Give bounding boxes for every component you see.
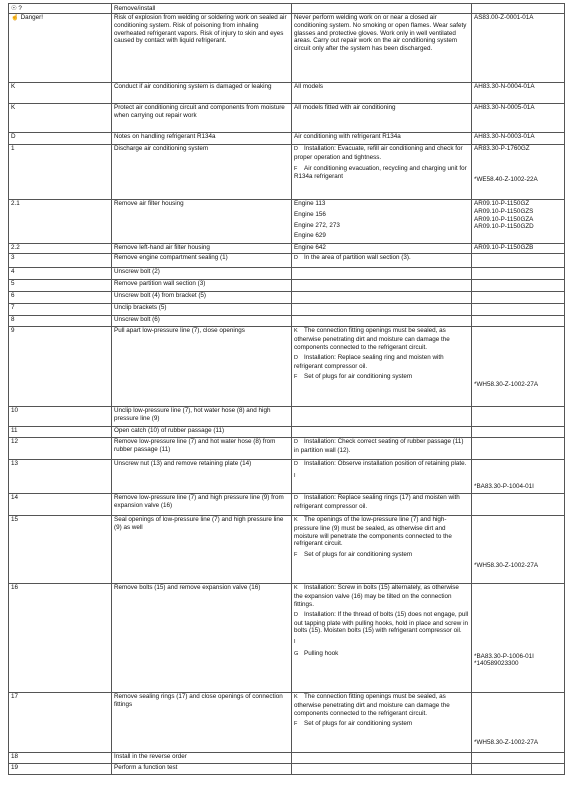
details-cell: [292, 315, 472, 326]
detail-marker-icon: D: [294, 255, 298, 262]
detail-text: Engine 156: [294, 210, 326, 218]
reference-code[interactable]: [474, 701, 562, 709]
details-cell: [292, 515, 472, 583]
detail-line: [294, 211, 469, 219]
detail-line: [294, 472, 469, 481]
detail-marker-icon: G: [294, 650, 299, 657]
reference-cell: [472, 752, 565, 763]
reference-code[interactable]: [474, 592, 562, 600]
action-cell: Remove partition wall section (3): [112, 279, 292, 291]
procedure-table-body: [9, 4, 565, 775]
detail-line: [294, 584, 469, 608]
details-cell: [292, 279, 472, 291]
table-row: [9, 279, 565, 291]
detail-text: The openings of the low-pressure line (7) and high-pressure line (9) must be sealed, as otherwise dirt and moisture will penetrate the components connected to the refrigerant circuit.: [294, 516, 452, 548]
action-cell: Remove left-hand air filter housing: [112, 243, 292, 253]
detail-line: [294, 83, 469, 91]
detail-line: [294, 327, 469, 351]
detail-text: Pulling hook: [304, 649, 339, 657]
reference-code[interactable]: [474, 365, 562, 373]
reference-code[interactable]: AR09.10-P-1150GZD: [474, 223, 534, 231]
detail-text: Set of plugs for air conditioning system: [304, 373, 413, 381]
table-row: [9, 583, 565, 692]
reference-cell: [472, 437, 565, 459]
detail-line: [294, 551, 469, 560]
step-cell: 3: [9, 253, 112, 267]
detail-line: [294, 14, 469, 52]
reference-cell: [472, 267, 565, 279]
detail-marker-icon: F: [294, 551, 298, 558]
details-cell: [292, 253, 472, 267]
details-cell: [292, 4, 472, 14]
detail-text: Engine 113: [294, 200, 326, 208]
details-cell: [292, 132, 472, 144]
detail-text: Air conditioning evacuation, recycling and charging unit for R134a refrigerant: [294, 164, 467, 181]
detail-text: Engine 629: [294, 232, 326, 240]
reference-cell: [472, 583, 565, 692]
details-cell: [292, 82, 472, 103]
action-cell: Unscrew bolt (4) from bracket (5): [112, 291, 292, 303]
table-row: [9, 103, 565, 132]
step-cell: 10: [9, 406, 112, 426]
details-cell: [292, 144, 472, 199]
step-cell: 19: [9, 763, 112, 774]
action-cell: Discharge air conditioning system: [112, 144, 292, 199]
reference-code[interactable]: [474, 168, 562, 176]
details-cell: [292, 326, 472, 406]
action-cell: Unscrew bolt (2): [112, 267, 292, 279]
details-cell: [292, 243, 472, 253]
action-cell: Protect air conditioning circuit and components from moisture when carrying out repair work: [112, 103, 292, 132]
procedure-table: [8, 3, 565, 775]
detail-marker-icon: K: [294, 694, 298, 701]
detail-marker-icon: K: [294, 585, 298, 592]
detail-marker-icon: F: [294, 721, 298, 728]
table-row: [9, 493, 565, 515]
step-cell: 17: [9, 692, 112, 752]
step-cell: 14: [9, 493, 112, 515]
detail-text: Engine 272, 273: [294, 221, 340, 229]
table-row: [9, 515, 565, 583]
detail-line: [294, 354, 469, 370]
action-cell: Unscrew nut (13) and remove retaining plate (14): [112, 459, 292, 493]
reference-code[interactable]: *WE58.40-Z-1002-22A: [474, 175, 538, 183]
step-cell: 8: [9, 315, 112, 326]
table-row: [9, 326, 565, 406]
action-cell: Unclip brackets (5): [112, 303, 292, 315]
reference-code[interactable]: AR09.10-P-1150GZ: [474, 200, 530, 208]
detail-marker-icon: D: [294, 461, 298, 468]
reference-code[interactable]: [474, 638, 562, 646]
detail-text: Installation: Observe installation position of retaining plate.: [304, 460, 467, 468]
table-row: [9, 13, 565, 82]
detail-marker-icon: D: [294, 439, 298, 446]
table-row: [9, 132, 565, 144]
reference-code[interactable]: [474, 335, 562, 343]
table-row: [9, 267, 565, 279]
reference-code[interactable]: [474, 554, 562, 562]
action-cell: Conduct if air conditioning system is damaged or leaking: [112, 82, 292, 103]
detail-text: Installation: Replace sealing rings (17) and moisten with refrigerant compressor oil.: [294, 494, 460, 510]
table-row: [9, 253, 565, 267]
detail-text: Never perform welding work on or near a closed air conditioning system. No smoking or open flames. Wear safety glasses and protective gloves. Work only in well ventilated areas. Carry out repair work on the air conditioning system circuit only after the system has been discharged.: [294, 14, 467, 52]
reference-code[interactable]: [474, 358, 562, 366]
detail-text: Installation: Evacuate, refill air conditioning and check for proper operation and tightness.: [294, 145, 463, 161]
table-row: [9, 199, 565, 243]
step-cell: 11: [9, 426, 112, 437]
reference-code[interactable]: [474, 516, 562, 524]
reference-cell: [472, 326, 565, 406]
reference-code[interactable]: [474, 468, 562, 476]
detail-line: [294, 494, 469, 510]
details-cell: [292, 763, 472, 774]
action-cell: Risk of explosion from welding or soldering work on sealed air conditioning system. Risk of poisoning from inhaling overheated refrigerant vapors. Risk of injury to skin and eyes caused by contact with liquid refrigerant.: [112, 13, 292, 82]
action-cell: Seal openings of low-pressure line (7) and high pressure line (9) as well: [112, 515, 292, 583]
reference-code[interactable]: [474, 327, 562, 335]
detail-line: [294, 254, 469, 263]
reference-code[interactable]: AH83.30-N-0005-01A: [474, 104, 535, 112]
details-cell: [292, 199, 472, 243]
step-cell: 1: [9, 144, 112, 199]
details-cell: [292, 493, 472, 515]
details-cell: [292, 103, 472, 132]
details-cell: [292, 437, 472, 459]
table-row: [9, 4, 565, 14]
detail-text: Set of plugs for air conditioning system: [304, 720, 413, 728]
action-cell: Unclip low-pressure line (7), hot water hose (8) and high pressure line (9): [112, 406, 292, 426]
action-cell: Remove engine compartment sealing (1): [112, 253, 292, 267]
reference-code[interactable]: *140589023300: [474, 660, 519, 668]
details-cell: [292, 303, 472, 315]
step-cell: 2.2: [9, 243, 112, 253]
reference-code[interactable]: [474, 350, 562, 358]
step-cell: D: [9, 132, 112, 144]
reference-code[interactable]: [474, 547, 562, 555]
reference-code[interactable]: [474, 539, 562, 547]
reference-code[interactable]: AS83.00-Z-0001-01A: [474, 14, 534, 22]
detail-line: [294, 693, 469, 717]
reference-code[interactable]: *WH58.30-Z-1002-27A: [474, 738, 539, 746]
step-cell: ☝ Danger!: [9, 13, 112, 82]
reference-code[interactable]: [474, 460, 562, 468]
reference-cell: [472, 315, 565, 326]
step-cell: 18: [9, 752, 112, 763]
reference-cell: [472, 132, 565, 144]
detail-line: [294, 222, 469, 230]
action-cell: Perform a function test: [112, 763, 292, 774]
detail-line: [294, 638, 469, 647]
reference-cell: [472, 243, 565, 253]
reference-cell: [472, 493, 565, 515]
reference-code[interactable]: [474, 716, 562, 724]
reference-code[interactable]: [474, 373, 562, 381]
reference-cell: [472, 303, 565, 315]
step-cell: 9: [9, 326, 112, 406]
detail-marker-icon: D: [294, 495, 298, 502]
detail-line: [294, 244, 469, 252]
reference-cell: [472, 692, 565, 752]
detail-line: [294, 133, 469, 141]
detail-marker-icon: D: [294, 612, 298, 619]
detail-text: Air conditioning with refrigerant R134a: [294, 133, 401, 141]
step-cell: 4: [9, 267, 112, 279]
reference-code[interactable]: *WH58.30-Z-1002-27A: [474, 561, 539, 569]
step-cell: 16: [9, 583, 112, 692]
table-row: [9, 459, 565, 493]
reference-code[interactable]: AH83.30-N-0003-01A: [474, 133, 535, 141]
reference-code[interactable]: *BA83.30-P-1004-01I: [474, 483, 534, 491]
details-cell: [292, 459, 472, 493]
details-cell: [292, 583, 472, 692]
reference-cell: [472, 291, 565, 303]
reference-code[interactable]: [474, 724, 562, 732]
step-cell: 13: [9, 459, 112, 493]
reference-code[interactable]: [474, 693, 562, 701]
detail-text: In the area of partition wall section (3).: [304, 254, 411, 262]
reference-cell: [472, 515, 565, 583]
detail-text: Set of plugs for air conditioning system: [304, 550, 413, 558]
action-cell: Remove bolts (15) and remove expansion valve (16): [112, 583, 292, 692]
detail-line: [294, 720, 469, 729]
table-row: [9, 406, 565, 426]
detail-marker-icon: I: [294, 472, 296, 479]
reference-cell: [472, 279, 565, 291]
action-cell: Pull apart low-pressure line (7), close openings: [112, 326, 292, 406]
detail-line: [294, 200, 469, 208]
reference-code[interactable]: [474, 153, 562, 161]
reference-code[interactable]: *BA83.30-P-1006-01I: [474, 652, 534, 660]
detail-marker-icon: K: [294, 328, 298, 335]
detail-marker-icon: D: [294, 355, 298, 362]
detail-text: The connection fitting openings must be sealed, as otherwise penetrating dirt and moisture can damage the components connected to the refrigerant circuit.: [294, 327, 450, 351]
reference-code[interactable]: [474, 645, 562, 653]
step-cell: ☉ ?: [9, 4, 112, 14]
action-cell: Unscrew bolt (6): [112, 315, 292, 326]
reference-cell: [472, 82, 565, 103]
detail-text: The connection fitting openings must be sealed, as otherwise penetrating dirt and moisture can damage the components connected to the refrigerant circuit.: [294, 693, 450, 717]
action-cell: Open catch (10) of rubber passage (11): [112, 426, 292, 437]
step-cell: 5: [9, 279, 112, 291]
reference-code[interactable]: [474, 524, 562, 532]
details-cell: [292, 291, 472, 303]
reference-cell: [472, 4, 565, 14]
reference-cell: [472, 763, 565, 774]
table-row: [9, 692, 565, 752]
detail-line: [294, 611, 469, 635]
reference-cell: [472, 426, 565, 437]
table-row: [9, 243, 565, 253]
detail-text: All models fitted with air conditioning: [294, 104, 396, 112]
reference-code[interactable]: [474, 630, 562, 638]
detail-line: [294, 104, 469, 112]
table-row: [9, 291, 565, 303]
reference-code[interactable]: [474, 343, 562, 351]
procedure-document: [8, 3, 564, 775]
action-cell: Remove sealing rings (17) and close openings of connection fittings: [112, 692, 292, 752]
detail-marker-icon: F: [294, 165, 298, 172]
detail-marker-icon: D: [294, 146, 298, 153]
reference-code[interactable]: [474, 161, 562, 169]
detail-line: [294, 516, 469, 547]
step-cell: 2.1: [9, 199, 112, 243]
reference-code[interactable]: *WH58.30-Z-1002-27A: [474, 380, 539, 388]
table-row: [9, 303, 565, 315]
details-cell: [292, 692, 472, 752]
reference-code[interactable]: [474, 615, 562, 623]
action-cell: Remove low-pressure line (7) and hot water hose (8) from rubber passage (11): [112, 437, 292, 459]
step-cell: K: [9, 82, 112, 103]
step-cell: 12: [9, 437, 112, 459]
reference-cell: [472, 406, 565, 426]
action-cell: Notes on handling refrigerant R134a: [112, 132, 292, 144]
reference-code[interactable]: [474, 476, 562, 484]
details-cell: [292, 13, 472, 82]
detail-text: Installation: If the thread of bolts (15) does not engage, pull out tapping plate with pulling hooks, hold in place and screw in bolts (15). Moisten bolts (15) with refrigerant compressor oil.: [294, 611, 469, 635]
detail-text: Installation: Replace sealing ring and moisten with refrigerant compressor oil.: [294, 354, 444, 370]
reference-code[interactable]: [474, 709, 562, 717]
detail-marker-icon: K: [294, 517, 298, 524]
detail-line: [294, 438, 469, 454]
step-cell: K: [9, 103, 112, 132]
reference-cell: [472, 13, 565, 82]
detail-text: Installation: Check correct seating of rubber passage (11) in partition wall (12).: [294, 438, 464, 454]
detail-line: [294, 460, 469, 469]
reference-code[interactable]: AR09.10-P-1150GZB: [474, 244, 534, 252]
detail-line: [294, 650, 469, 659]
detail-text: Installation: Screw in bolts (15) alternately, as otherwise the expansion valve (16) may be tilted on the connection fittings.: [294, 584, 459, 608]
detail-text: Engine 642: [294, 244, 326, 252]
step-cell: 7: [9, 303, 112, 315]
detail-marker-icon: F: [294, 374, 298, 381]
action-cell: Remove/install: [112, 4, 292, 14]
detail-text: All models: [294, 83, 324, 91]
reference-code[interactable]: [474, 584, 562, 592]
reference-code[interactable]: [474, 622, 562, 630]
reference-cell: [472, 103, 565, 132]
detail-marker-icon: I: [294, 638, 296, 645]
details-cell: [292, 426, 472, 437]
reference-code[interactable]: [474, 600, 562, 608]
step-cell: 15: [9, 515, 112, 583]
action-cell: Remove low-pressure line (7) and high pressure line (9) from expansion valve (16): [112, 493, 292, 515]
action-cell: Install in the reverse order: [112, 752, 292, 763]
table-row: [9, 763, 565, 774]
detail-line: [294, 165, 469, 181]
details-cell: [292, 406, 472, 426]
reference-cell: [472, 459, 565, 493]
reference-code[interactable]: [474, 532, 562, 540]
table-row: [9, 82, 565, 103]
reference-code[interactable]: [474, 607, 562, 615]
detail-line: [294, 232, 469, 240]
reference-cell: [472, 253, 565, 267]
detail-line: [294, 373, 469, 382]
table-row: [9, 144, 565, 199]
reference-code[interactable]: [474, 731, 562, 739]
step-cell: 6: [9, 291, 112, 303]
detail-line: [294, 145, 469, 161]
reference-cell: [472, 199, 565, 243]
table-row: [9, 426, 565, 437]
table-row: [9, 437, 565, 459]
action-cell: Remove air filter housing: [112, 199, 292, 243]
reference-code[interactable]: AR83.30-P-1760GZ: [474, 145, 530, 153]
table-row: [9, 752, 565, 763]
details-cell: [292, 267, 472, 279]
reference-cell: [472, 144, 565, 199]
details-cell: [292, 752, 472, 763]
reference-code[interactable]: AR09.10-P-1150GZS: [474, 207, 534, 215]
reference-code[interactable]: AH83.30-N-0004-01A: [474, 83, 535, 91]
reference-code[interactable]: AR09.10-P-1150GZA: [474, 215, 534, 223]
table-row: [9, 315, 565, 326]
